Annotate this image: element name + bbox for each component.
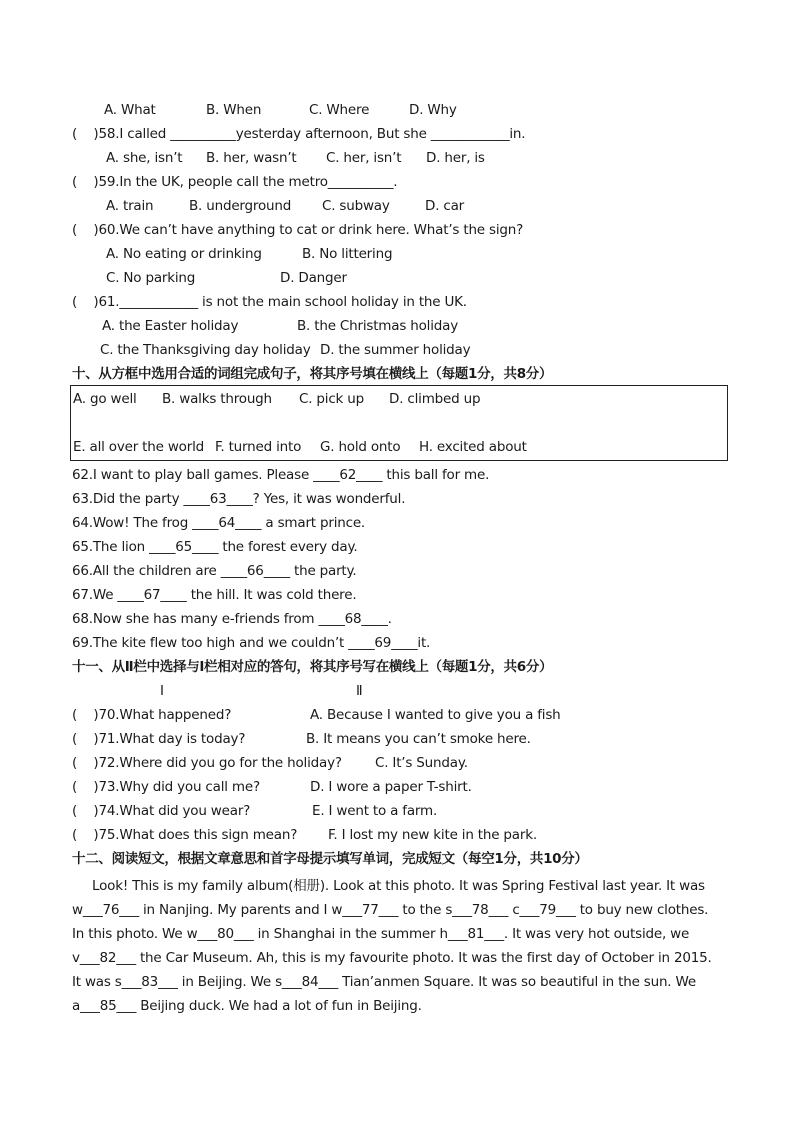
q57-option-b: B. When — [206, 102, 262, 118]
sentence-67: 67.We ____67____ the hill. It was cold there. — [72, 587, 357, 603]
q60-option-a: A. No eating or drinking — [106, 246, 262, 262]
match-question-73: ( )73.Why did you call me? — [72, 779, 260, 795]
column-1-header: Ⅰ — [160, 683, 164, 699]
sentence-65: 65.The lion ____65____ the forest every day. — [72, 539, 358, 555]
section11-title: 十一、从Ⅱ栏中选择与Ⅰ栏相对应的答句，将其序号写在横线上（每题1分，共6分） — [72, 659, 553, 675]
sentence-62: 62.I want to play ball games. Please ____62____ this ball for me. — [72, 467, 490, 483]
match-answer-a: A. Because I wanted to give you a fish — [310, 707, 561, 723]
sentence-66: 66.All the children are ____66____ the party. — [72, 563, 357, 579]
match-question-75: ( )75.What does this sign mean? — [72, 827, 298, 843]
q58-stem: ( )58.I called __________yesterday afternoon, But she ____________in. — [72, 126, 526, 142]
match-answer-e: E. I went to a farm. — [312, 803, 438, 819]
q60-option-c: C. No parking — [106, 270, 196, 286]
q57-option-d: D. Why — [409, 102, 457, 118]
q59-option-b: B. underground — [189, 198, 292, 214]
column-2-header: Ⅱ — [356, 683, 363, 699]
q61-option-c: C. the Thanksgiving day holiday — [100, 342, 311, 358]
q58-option-c: C. her, isn’t — [326, 150, 402, 166]
match-question-72: ( )72.Where did you go for the holiday? — [72, 755, 342, 771]
q58-option-d: D. her, is — [426, 150, 485, 166]
match-question-71: ( )71.What day is today? — [72, 731, 246, 747]
q59-stem: ( )59.In the UK, people call the metro__________. — [72, 174, 398, 190]
sentence-69: 69.The kite flew too high and we couldn’t ____69____it. — [72, 635, 431, 651]
q61-option-d: D. the summer holiday — [320, 342, 471, 358]
match-answer-f: F. I lost my new kite in the park. — [328, 827, 537, 843]
q61-stem: ( )61.____________ is not the main school holiday in the UK. — [72, 294, 467, 310]
q57-option-c: C. Where — [309, 102, 370, 118]
sentence-64: 64.Wow! The frog ____64____ a smart prince. — [72, 515, 366, 531]
q59-option-a: A. train — [106, 198, 154, 214]
sentence-68: 68.Now she has many e-friends from ____68____. — [72, 611, 392, 627]
q58-option-a: A. she, isn’t — [106, 150, 183, 166]
box-option-b: B. walks through — [162, 391, 272, 407]
match-answer-b: B. It means you can’t smoke here. — [306, 731, 531, 747]
reading-passage: Look! This is my family album(相册). Look at this photo. It was Spring Festival last year. It was w___76___ in Nanjing. My parents and I w___77___ to the s___78___ c___79___ to buy new clothes. In this photo. We w___80___ in Shanghai in the summer h___81___. It was very hot outside, we v___82___ the Car Museum. Ah, this is my favourite photo. It was the first day of October in 2015. It was s___83___ in Beijing. We s___84___ Tian’anmen Square. It was so beautiful in the sun. We a___85___ Beijing duck. We had a lot of fun in Beijing. — [72, 878, 712, 1014]
q61-option-a: A. the Easter holiday — [102, 318, 239, 334]
section10-title: 十、从方框中选用合适的词组完成句子，将其序号填在横线上（每题1分，共8分） — [72, 366, 553, 382]
match-question-74: ( )74.What did you wear? — [72, 803, 251, 819]
box-option-d: D. climbed up — [389, 391, 481, 407]
q60-option-d: D. Danger — [280, 270, 347, 286]
q59-option-d: D. car — [425, 198, 465, 214]
q61-option-b: B. the Christmas holiday — [297, 318, 458, 334]
box-option-h: H. excited about — [419, 439, 527, 455]
box-option-e: E. all over the world — [73, 439, 204, 455]
q60-stem: ( )60.We can’t have anything to cat or drink here. What’s the sign? — [72, 222, 524, 238]
q57-option-a: A. What — [104, 102, 156, 118]
section12-title: 十二、阅读短文，根据文章意思和首字母提示填写单词，完成短文（每空1分，共10分） — [72, 851, 588, 867]
match-answer-d: D. I wore a paper T-shirt. — [310, 779, 472, 795]
box-option-g: G. hold onto — [320, 439, 401, 455]
q60-option-b: B. No littering — [302, 246, 393, 262]
box-option-c: C. pick up — [299, 391, 364, 407]
sentence-63: 63.Did the party ____63____? Yes, it was wonderful. — [72, 491, 406, 507]
box-option-a: A. go well — [73, 391, 137, 407]
match-answer-c: C. It’s Sunday. — [375, 755, 468, 771]
box-option-f: F. turned into — [215, 439, 302, 455]
match-question-70: ( )70.What happened? — [72, 707, 232, 723]
q58-option-b: B. her, wasn’t — [206, 150, 297, 166]
q59-option-c: C. subway — [322, 198, 390, 214]
